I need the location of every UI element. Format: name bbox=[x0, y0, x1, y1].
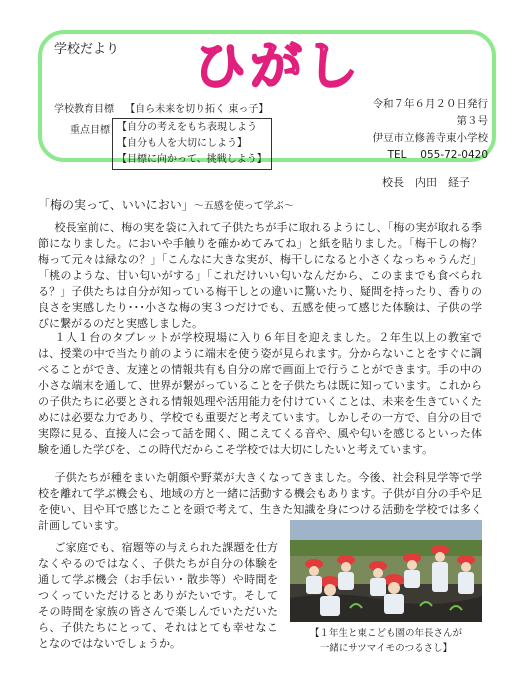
issue-info bbox=[373, 96, 489, 164]
newsletter-logo bbox=[188, 30, 368, 96]
school-name: 伊豆市立修善寺東小学校 bbox=[372, 132, 488, 144]
planting-photo bbox=[290, 520, 482, 622]
article-paragraph: １人１台のタブレットが学校現場に入り６年目を迎えました。２年生以上の教室では、授業の中で当たり前のように端末を使う姿が見られます。分からないことをすぐに調べることができ、友達との情報共有も自分の席で画面上で行うことができます。手の中の小さな端末を通して、世界が繋がっていることを子供たちは既に知っています。これからの子供たちに必要とされる情報処理や活用能力を付けていくことは、未来を生きていくためには必要な力であり、学校でも重要だと考えています。しかしその一方で、自分の目で実際に見る、直接人に会って話を聞く、聞こえてくる音や、風や匂いを感じるといった体験を通した学びを、この時代だからこそ学校では大切にしたいと考えています。 bbox=[38, 331, 482, 456]
article-paragraph: ご家庭でも、宿題等の与えられた課題を仕方なくやるのではなく、子供たちが自分の体験を通して学ぶ機会（お手伝い・散歩等）や時間をつくっていただけるとありがたいです。そしてその時間を家族の皆さんで楽しんでいただいたら、子供たちにとって、それはとても幸せなことなのではないでしょうか。 bbox=[38, 541, 278, 650]
issue-date: 令和７年６月２０日発行 bbox=[372, 98, 488, 110]
goal-item: 【目標に向かって、挑戦しよう】 bbox=[117, 154, 267, 165]
goals-label: 重点目標 bbox=[70, 125, 110, 136]
photo-caption bbox=[290, 626, 482, 656]
article-title-main: 「梅の実って、いいにおい」 bbox=[38, 198, 194, 212]
goal-item: 【自分の考えをもち表現しよう bbox=[117, 122, 257, 133]
article-paragraph: 校長室前に、梅の実を袋に入れて子供たちが手に取れるようにし、「梅の実が取れる季節になりました。においや手触りを確かめてみてね」と紙を貼りました。「梅干しの梅？梅って元々は緑なの？」「こんなに大きな実が、梅干しになると小さくなっちゃうんだ」「桃のような、甘い匂いがする」「これだけいい匂いなんだから、このままでも食べられる？」子供たちは自分が知っている梅干しとの違いに驚いたり、疑問を持ったり、香りの良さを実感したり･･･小さな梅の実３つだけでも、五感を使って感じた体験は、子供の学びに繋がるのだと実感しました。 bbox=[38, 221, 482, 330]
newsletter-series-label: 学校だより bbox=[54, 42, 120, 57]
motto-label: 学校教育目標 bbox=[54, 104, 114, 115]
article-paragraph: 子供たちが種をまいた朝顔や野菜が大きくなってきました。今後、社会科見学等で学校を離れて学ぶ機会も、地域の方と一緒に活動する機会もあります。子供が自分の手や足を使い、目や耳で感じたことを頭で考えて、生きた知識を身につける活動を学校では多く計画しています。 bbox=[38, 471, 482, 532]
article-title bbox=[38, 196, 294, 213]
photo-caption-line: 【１年生と東こども園の年長さんが bbox=[309, 628, 462, 639]
school-motto bbox=[54, 100, 268, 115]
article-subtitle: ～五感を使って学ぶ～ bbox=[193, 201, 294, 212]
issue-number: 第３号 bbox=[456, 115, 488, 127]
goal-item: 【自分も人を大切にしよう】 bbox=[117, 138, 247, 149]
photo-caption-line: 一緒にサツマイモのつるさし】 bbox=[319, 643, 453, 654]
author-line: 校長 内田 経子 bbox=[382, 176, 470, 189]
motto-text: 【自ら未来を切り拓く 東っ子】 bbox=[125, 104, 269, 115]
goals-box bbox=[112, 118, 272, 170]
logo-text: ひがし bbox=[193, 37, 363, 96]
school-phone: TEL 055-72-0420 bbox=[387, 149, 488, 161]
